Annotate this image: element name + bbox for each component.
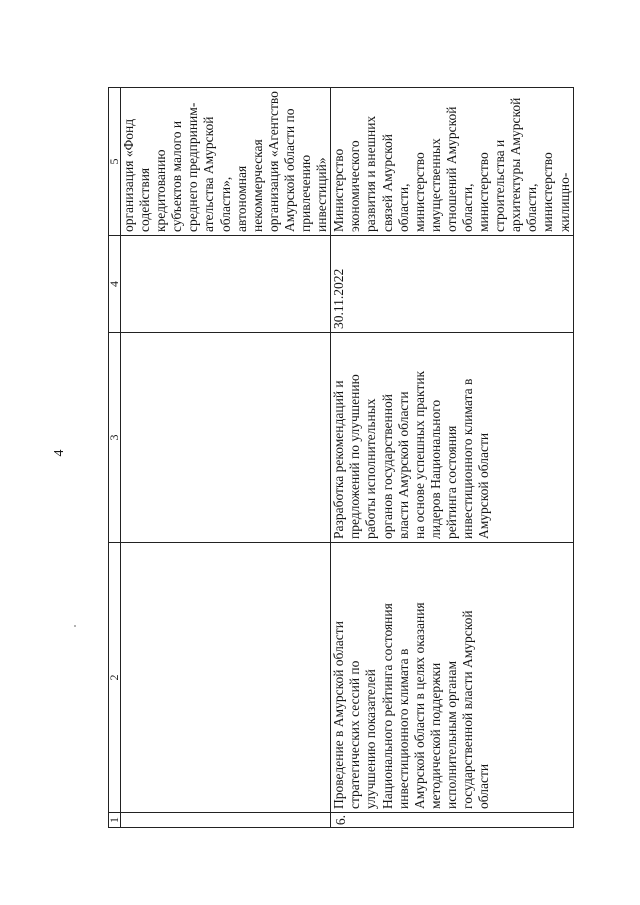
page-number: 4	[52, 449, 67, 457]
row-executors: Министерство экономического развития и внешних связей Амурской области, министерство имущественных отношений Амурской области, министерство строительства и архитектуры Амурской области, министерство жилищно-	[331, 88, 573, 236]
header-col-3: 3	[109, 333, 121, 543]
continued-col-3	[121, 333, 331, 543]
continued-col-2	[121, 543, 331, 813]
scan-speck	[74, 625, 76, 627]
continued-col-4	[121, 236, 331, 333]
row-deadline: 30.11.2022	[331, 236, 573, 333]
table-header-row	[109, 88, 121, 828]
rotated-page-table	[107, 88, 572, 828]
continued-col-1	[121, 813, 331, 828]
row-measure: Проведение в Амурской области стратегических сессий по улучшению показателей Национального рейтинга состояния инвестиционного климата в Амурской области в целях оказания методической поддержки исполнительным органам государственной власти Амурской области	[331, 543, 573, 813]
plan-table	[108, 87, 574, 828]
header-col-5: 5	[109, 88, 121, 236]
row-number: 6.	[331, 813, 573, 828]
table-row-6	[331, 88, 573, 828]
table-row-continued	[121, 88, 331, 828]
header-col-2: 2	[109, 543, 121, 813]
row-result: Разработка рекомендаций и предложений по улучшению работы исполнительных органов государственной власти Амурской области на основе успешных практик лидеров Национального рейтинга состояния инвестиционного климата в Амурской области	[331, 333, 573, 543]
header-col-4: 4	[109, 236, 121, 333]
header-col-1: 1	[109, 813, 121, 828]
continued-executors: организация «Фонд содействия кредитованию субъектов малого и среднего предприним- ательства Амурской области», автономная некоммерческая организация «Агентство Амурской области по привлечению инвестиций»	[121, 88, 331, 236]
